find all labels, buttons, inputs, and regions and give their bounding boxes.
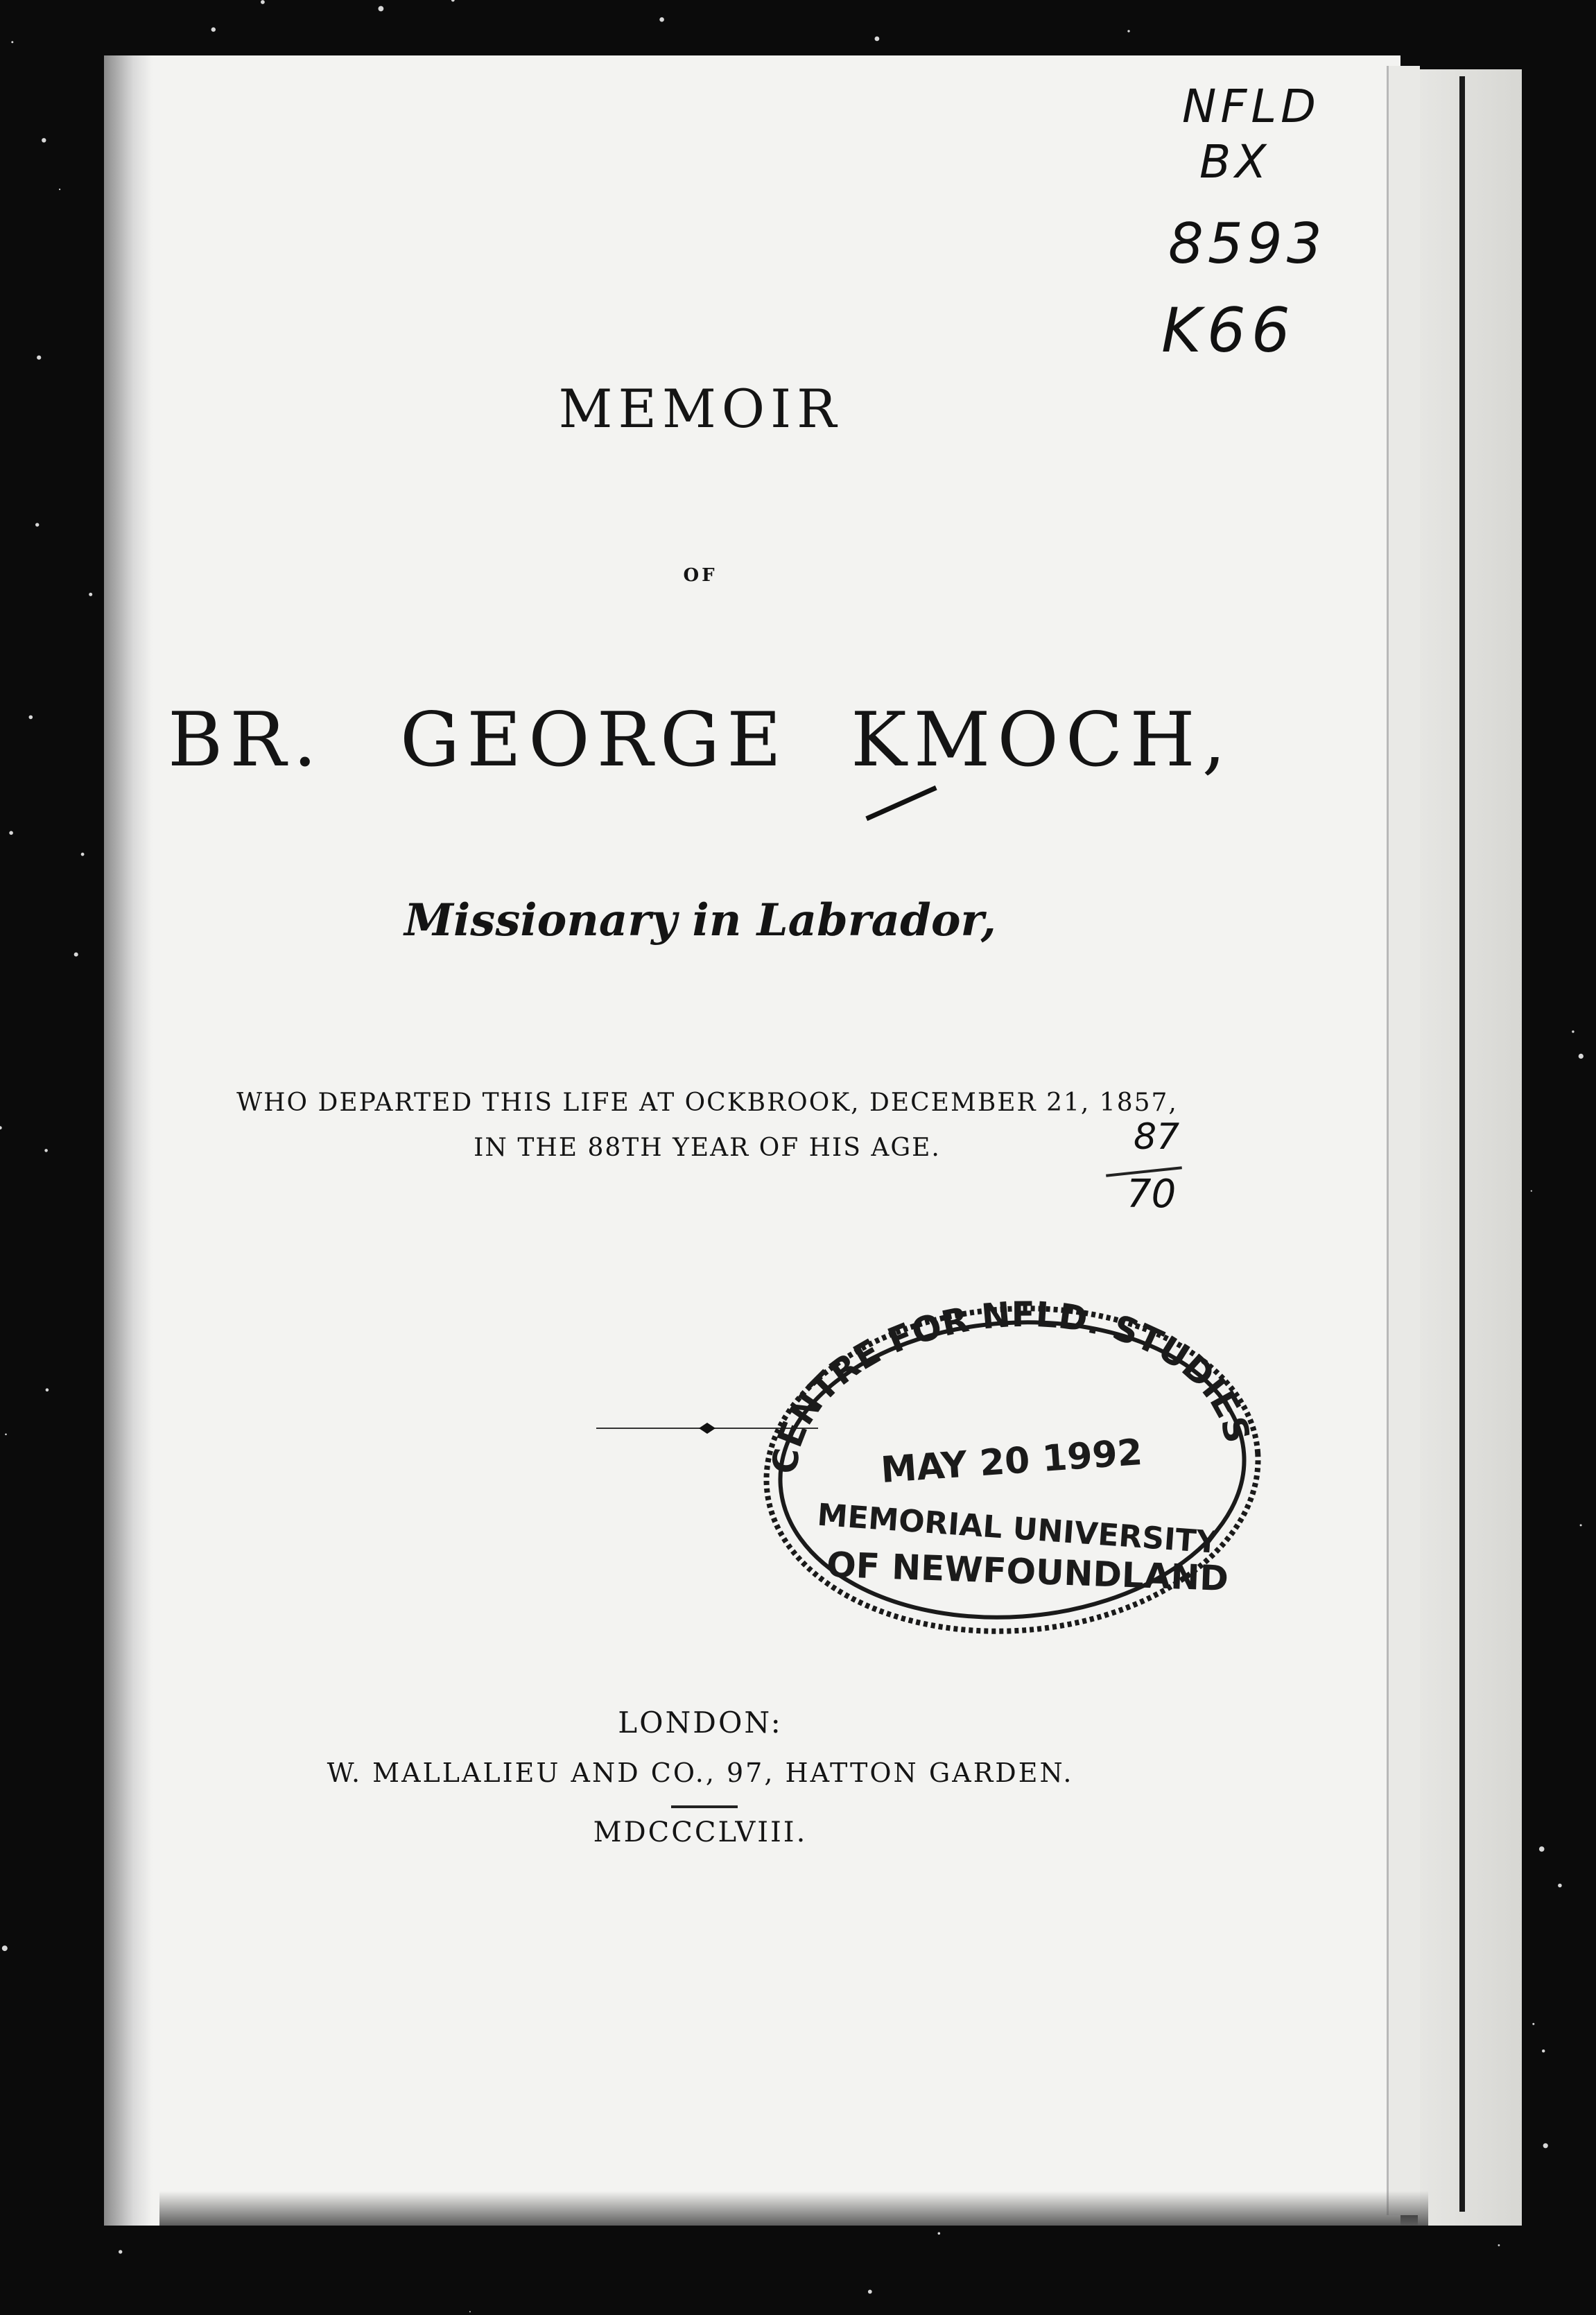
call-number-line-4: K66	[1161, 295, 1296, 366]
imprint-publisher: W. MALLALIEU AND CO., 97, HATTON GARDEN.	[327, 1758, 1074, 1788]
film-speck	[0, 1126, 2, 1129]
name-part-surname: KMOCH,	[851, 697, 1233, 783]
film-speck	[1579, 1054, 1584, 1059]
name-part-title: BR.	[167, 697, 324, 783]
film-speck	[469, 2311, 471, 2312]
film-speck	[5, 1434, 7, 1436]
film-speck	[261, 0, 265, 4]
film-speck	[1532, 2023, 1534, 2025]
stamp-date: MAY 20 1992	[879, 1431, 1144, 1492]
film-speck	[89, 593, 92, 596]
film-speck	[1572, 1030, 1574, 1032]
film-speck	[211, 27, 216, 31]
film-speck	[875, 37, 880, 42]
film-speck	[119, 2250, 122, 2253]
stamp-line-1: MEMORIAL UNIVERSITY	[816, 1497, 1220, 1561]
imprint-place: LONDON:	[618, 1706, 783, 1740]
film-speck	[1498, 2244, 1500, 2246]
call-number-line-1: NFLD	[1182, 80, 1320, 133]
film-speck	[1580, 1524, 1582, 1526]
film-speck	[1543, 2143, 1548, 2148]
film-speck	[868, 2290, 872, 2294]
departed-line-1: WHO DEPARTED THIS LIFE AT OCKBROOK, DECEMBER 21, 1857,	[236, 1089, 1178, 1117]
call-number-line-2: BX	[1199, 135, 1271, 189]
imprint-rule	[671, 1805, 738, 1808]
film-speck	[451, 0, 455, 2]
page-edge-line	[1459, 76, 1465, 2212]
film-speck	[379, 6, 384, 12]
film-speck	[1531, 1190, 1532, 1192]
handwritten-fraction-numerator: 87	[1134, 1116, 1180, 1158]
film-speck	[659, 17, 664, 22]
imprint-year: MDCCCLVIII.	[593, 1817, 808, 1848]
film-speck	[35, 523, 39, 526]
film-speck	[1539, 1846, 1545, 1852]
call-number-line-3: 8593	[1168, 211, 1326, 276]
heading-memoir: MEMOIR	[558, 378, 842, 440]
handwritten-fraction-denominator: 70	[1127, 1172, 1177, 1217]
page-bottom-shadow	[159, 2191, 1428, 2226]
stamp-top-arc: CENTRE FOR NFLD. STUDIES	[764, 1294, 1258, 1476]
subtitle-missionary: Missionary in Labrador,	[404, 894, 996, 946]
library-stamp	[749, 1290, 1276, 1650]
film-speck	[9, 831, 13, 835]
film-speck	[42, 138, 46, 142]
stamp-line-2: OF NEWFOUNDLAND	[826, 1544, 1229, 1599]
film-speck	[1127, 30, 1129, 32]
film-speck	[11, 41, 13, 43]
film-speck	[1558, 1884, 1562, 1888]
heading-of: OF	[683, 565, 718, 586]
film-speck	[2, 1945, 8, 1951]
film-speck	[1542, 2049, 1545, 2052]
departed-line-2: IN THE 88TH YEAR OF HIS AGE.	[474, 1134, 941, 1162]
film-speck	[81, 853, 85, 856]
heading-name	[7, 697, 1394, 783]
name-part-first: GEORGE	[399, 697, 789, 783]
film-speck	[59, 189, 60, 190]
film-speck	[74, 953, 78, 957]
page-stack-edge	[1418, 69, 1522, 2226]
film-speck	[46, 1388, 49, 1391]
film-speck	[37, 356, 41, 360]
film-speck	[938, 2232, 941, 2235]
